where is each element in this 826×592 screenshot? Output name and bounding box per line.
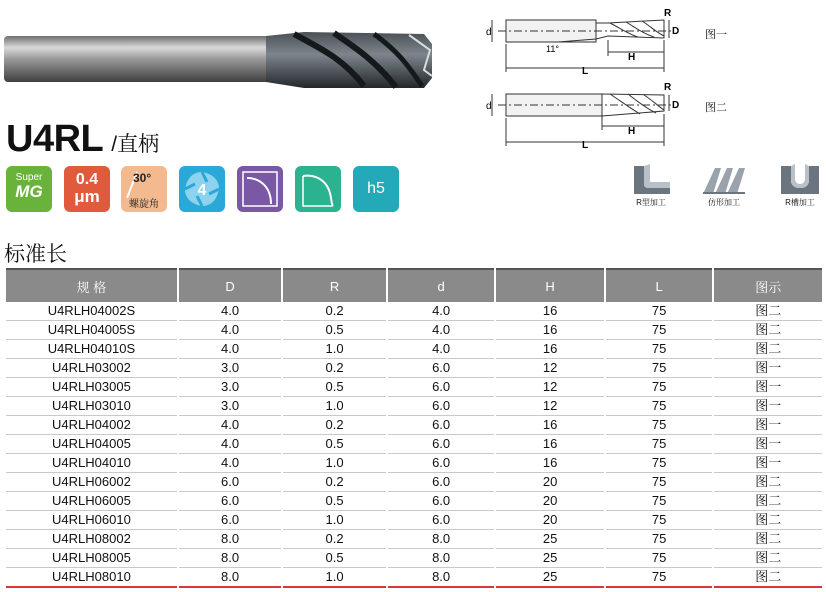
- table-row: [6, 568, 822, 588]
- cell-H: 16: [496, 340, 604, 359]
- machining-r-shape: [621, 162, 681, 208]
- cell-figure: 图一: [714, 397, 822, 416]
- cell-D: 4.0: [179, 340, 282, 359]
- drawing-figure-2: [478, 80, 688, 150]
- ball-profile-icon: [295, 166, 341, 212]
- col-header-d: d: [388, 268, 495, 302]
- cell-spec: U4RLH08005: [6, 549, 177, 568]
- cell-L: 75: [606, 492, 713, 511]
- model-name: U4RL: [6, 118, 104, 160]
- cell-H: 12: [496, 397, 604, 416]
- cell-spec: U4RLH04010: [6, 454, 177, 473]
- cell-D: 4.0: [179, 454, 282, 473]
- corner-radius-icon: [237, 166, 283, 212]
- cell-D: 8.0: [179, 530, 282, 549]
- cell-figure: 图二: [714, 492, 822, 511]
- dim-d-label: d: [486, 101, 492, 112]
- section-title: 标准长: [4, 243, 67, 266]
- badge-mg-text: MG: [15, 182, 43, 201]
- cell-figure: 图二: [714, 530, 822, 549]
- cell-D: 8.0: [179, 568, 282, 588]
- helix-value: 30°: [133, 171, 152, 185]
- cell-figure: 图二: [714, 568, 822, 588]
- dim-H-label: H: [628, 52, 636, 63]
- cell-L: 75: [606, 302, 713, 321]
- cell-spec: U4RLH04005S: [6, 321, 177, 340]
- cell-R: 1.0: [283, 511, 386, 530]
- cell-figure: 图二: [714, 321, 822, 340]
- dim-d-label: d: [486, 27, 492, 38]
- cell-L: 75: [606, 359, 713, 378]
- table-body: [6, 302, 822, 588]
- cell-H: 16: [496, 321, 604, 340]
- cell-spec: U4RLH06010: [6, 511, 177, 530]
- cell-L: 75: [606, 511, 713, 530]
- table-row: [6, 473, 822, 492]
- cell-R: 0.2: [283, 473, 386, 492]
- cell-L: 75: [606, 321, 713, 340]
- cell-figure: 图二: [714, 473, 822, 492]
- badge-super-text: Super: [15, 172, 43, 183]
- cell-d: 4.0: [388, 321, 495, 340]
- cell-spec: U4RLH06002: [6, 473, 177, 492]
- r-groove-icon: [775, 162, 825, 196]
- cell-d: 6.0: [388, 473, 495, 492]
- col-header-spec: 规 格: [6, 268, 177, 302]
- col-header-H: H: [496, 268, 604, 302]
- cell-figure: 图一: [714, 435, 822, 454]
- cell-L: 75: [606, 454, 713, 473]
- ball-profile-badge: [295, 166, 341, 212]
- cell-R: 1.0: [283, 568, 386, 588]
- cell-spec: U4RLH03005: [6, 378, 177, 397]
- table-row: [6, 302, 822, 321]
- cell-H: 16: [496, 302, 604, 321]
- cell-R: 0.2: [283, 530, 386, 549]
- helix-label: 螺旋角: [129, 199, 159, 210]
- cell-spec: U4RLH08002: [6, 530, 177, 549]
- cell-H: 16: [496, 435, 604, 454]
- cell-d: 6.0: [388, 492, 495, 511]
- col-header-D: D: [179, 268, 282, 302]
- cell-spec: U4RLH03010: [6, 397, 177, 416]
- table-row: [6, 378, 822, 397]
- end-mill-photo: [4, 30, 434, 92]
- cell-D: 6.0: [179, 511, 282, 530]
- cell-H: 16: [496, 454, 604, 473]
- cell-D: 3.0: [179, 397, 282, 416]
- cell-H: 16: [496, 416, 604, 435]
- cell-d: 6.0: [388, 378, 495, 397]
- cell-figure: 图一: [714, 416, 822, 435]
- col-header-L: L: [606, 268, 713, 302]
- angle-label: 11°: [546, 44, 559, 54]
- shank-type: /直柄: [111, 133, 160, 156]
- cell-D: 4.0: [179, 302, 282, 321]
- cell-d: 8.0: [388, 530, 495, 549]
- cell-spec: U4RLH03002: [6, 359, 177, 378]
- cell-R: 0.5: [283, 492, 386, 511]
- machining-r-groove: [770, 162, 826, 208]
- cell-D: 4.0: [179, 435, 282, 454]
- cell-R: 1.0: [283, 340, 386, 359]
- corner-radius-badge: [237, 166, 283, 212]
- cell-spec: U4RLH08010: [6, 568, 177, 588]
- cell-D: 3.0: [179, 378, 282, 397]
- dim-R-label: R: [664, 8, 672, 19]
- dim-D-label: D: [672, 100, 680, 111]
- table-row: [6, 321, 822, 340]
- cell-D: 8.0: [179, 549, 282, 568]
- helix-angle-badge: [121, 166, 167, 212]
- cell-L: 75: [606, 340, 713, 359]
- col-header-R: R: [283, 268, 386, 302]
- cell-D: 6.0: [179, 492, 282, 511]
- cell-figure: 图一: [714, 378, 822, 397]
- grain-value: 0.4: [75, 171, 99, 188]
- figure-1-label: 图一: [705, 29, 727, 41]
- cell-H: 25: [496, 568, 604, 588]
- cell-H: 25: [496, 530, 604, 549]
- table-row: [6, 397, 822, 416]
- cell-L: 75: [606, 568, 713, 588]
- cell-R: 0.5: [283, 378, 386, 397]
- cell-R: 0.2: [283, 302, 386, 321]
- cell-d: 6.0: [388, 416, 495, 435]
- cell-H: 25: [496, 549, 604, 568]
- cell-d: 6.0: [388, 359, 495, 378]
- cell-figure: 图二: [714, 549, 822, 568]
- table-row: [6, 359, 822, 378]
- cell-R: 0.5: [283, 435, 386, 454]
- table-row: [6, 511, 822, 530]
- dim-L-label: L: [582, 140, 589, 150]
- machining-label: R槽加工: [785, 198, 815, 207]
- cell-figure: 图一: [714, 359, 822, 378]
- product-title: [6, 118, 159, 161]
- flute-count-badge: [179, 166, 225, 212]
- table-row: [6, 416, 822, 435]
- drawing-figure-1: [478, 6, 688, 76]
- grain-unit: μm: [74, 187, 100, 206]
- cell-spec: U4RLH04002S: [6, 302, 177, 321]
- cell-L: 75: [606, 378, 713, 397]
- cell-H: 20: [496, 511, 604, 530]
- cell-figure: 图一: [714, 454, 822, 473]
- cell-d: 6.0: [388, 511, 495, 530]
- four-flute-icon: [179, 166, 225, 212]
- cell-spec: U4RLH04005: [6, 435, 177, 454]
- col-header-figure: 图示: [714, 268, 822, 302]
- cell-L: 75: [606, 549, 713, 568]
- cell-H: 12: [496, 378, 604, 397]
- cell-d: 8.0: [388, 549, 495, 568]
- cell-L: 75: [606, 435, 713, 454]
- table-header-row: [6, 268, 822, 302]
- dim-D-label: D: [672, 26, 680, 37]
- dim-H-label: H: [628, 126, 636, 137]
- tolerance-badge: h5: [353, 166, 399, 212]
- cell-d: 8.0: [388, 568, 495, 588]
- machining-label: 仿形加工: [708, 198, 740, 207]
- cell-R: 0.5: [283, 321, 386, 340]
- grain-size-badge: [64, 166, 110, 212]
- spec-table: [4, 268, 824, 588]
- cell-L: 75: [606, 473, 713, 492]
- cell-d: 6.0: [388, 397, 495, 416]
- profile-icon: [699, 162, 749, 196]
- cell-spec: U4RLH04002: [6, 416, 177, 435]
- table-row: [6, 492, 822, 511]
- super-mg-badge: [6, 166, 52, 212]
- machining-label: R型加工: [636, 198, 666, 207]
- cell-figure: 图二: [714, 302, 822, 321]
- figure-2-label: 图二: [705, 102, 727, 114]
- cell-D: 4.0: [179, 321, 282, 340]
- table-row: [6, 530, 822, 549]
- dim-L-label: L: [582, 66, 589, 76]
- cell-spec: U4RLH04010S: [6, 340, 177, 359]
- cell-D: 6.0: [179, 473, 282, 492]
- cell-H: 20: [496, 473, 604, 492]
- cell-figure: 图二: [714, 511, 822, 530]
- cell-D: 3.0: [179, 359, 282, 378]
- cell-R: 0.2: [283, 416, 386, 435]
- cell-d: 4.0: [388, 340, 495, 359]
- table-row: [6, 454, 822, 473]
- table-row: [6, 435, 822, 454]
- table-row: [6, 549, 822, 568]
- table-row: [6, 340, 822, 359]
- cell-d: 6.0: [388, 454, 495, 473]
- cell-L: 75: [606, 397, 713, 416]
- cell-spec: U4RLH06005: [6, 492, 177, 511]
- cell-R: 0.2: [283, 359, 386, 378]
- flute-count: 4: [197, 182, 207, 199]
- cell-H: 20: [496, 492, 604, 511]
- cell-d: 6.0: [388, 435, 495, 454]
- dim-R-label: R: [664, 82, 672, 93]
- cell-H: 12: [496, 359, 604, 378]
- cell-D: 4.0: [179, 416, 282, 435]
- cell-figure: 图二: [714, 340, 822, 359]
- r-shape-icon: [626, 162, 676, 196]
- cell-R: 1.0: [283, 397, 386, 416]
- machining-profile: [694, 162, 754, 208]
- cell-R: 1.0: [283, 454, 386, 473]
- cell-d: 4.0: [388, 302, 495, 321]
- cell-L: 75: [606, 416, 713, 435]
- cell-R: 0.5: [283, 549, 386, 568]
- cell-L: 75: [606, 530, 713, 549]
